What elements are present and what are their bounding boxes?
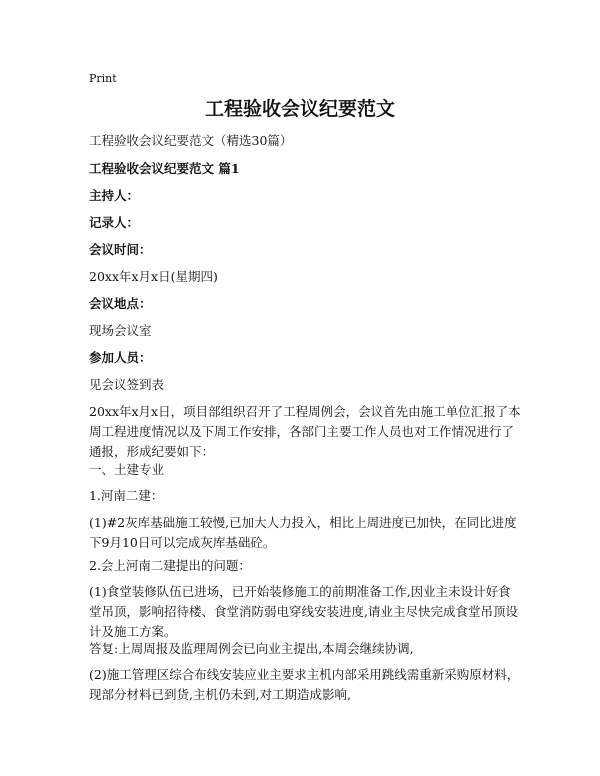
part1-heading: 一、土建专业: [89, 462, 165, 477]
item1-paragraph: (1)#2灰库基础施工较慢,已加大人力投入，相比上周进度已加快，在同比进度下9月10日可以完成灰库基础砼。: [89, 515, 517, 550]
section-heading: 工程验收会议纪要范文 篇1: [89, 161, 240, 176]
intro-paragraph: 20xx年x月x日，项目部组织召开了工程周例会，会议首先由施工单位汇报了本周工程进度情况以及下周工作安排，各部门主要工作人员也对工作情况进行了通报，形成纪要如下：: [89, 404, 521, 459]
meeting-location-value: 现场会议室: [89, 323, 152, 338]
host-label: 主持人：: [89, 188, 140, 203]
item2-heading: 2.会上河南二建提出的问题：: [89, 558, 251, 573]
print-label: Print: [89, 72, 117, 85]
item1-heading: 1.河南二建：: [89, 488, 164, 503]
meeting-time-value: 20xx年x月x日(星期四): [89, 269, 218, 284]
meeting-time-label: 会议时间：: [89, 242, 152, 257]
document-title: 工程验收会议纪要范文: [204, 98, 395, 120]
item2-paragraph-2: (2)施工管理区综合布线安装应业主要求主机内部采用跳线需重新采购原材料，现部分材料已到货,主机仍未到,对工期造成影响,: [89, 667, 520, 702]
attendees-value: 见会议签到表: [89, 377, 165, 392]
document-subtitle: 工程验收会议纪要范文（精选30篇）: [89, 133, 293, 148]
attendees-label: 参加人员：: [89, 350, 152, 365]
meeting-location-label: 会议地点：: [89, 296, 152, 311]
reply-text: 答复:上周周报及监理周例会已向业主提出,本周会继续协调,: [89, 641, 414, 656]
item2-paragraph-1: (1)食堂装修队伍已进场，已开始装修施工的前期准备工作,因业主未设计好食堂吊顶，影响招待楼、食堂消防弱电穿线安装进度,请业主尽快完成食堂吊顶设计及施工方案。: [89, 584, 518, 639]
recorder-label: 记录人：: [89, 215, 140, 230]
